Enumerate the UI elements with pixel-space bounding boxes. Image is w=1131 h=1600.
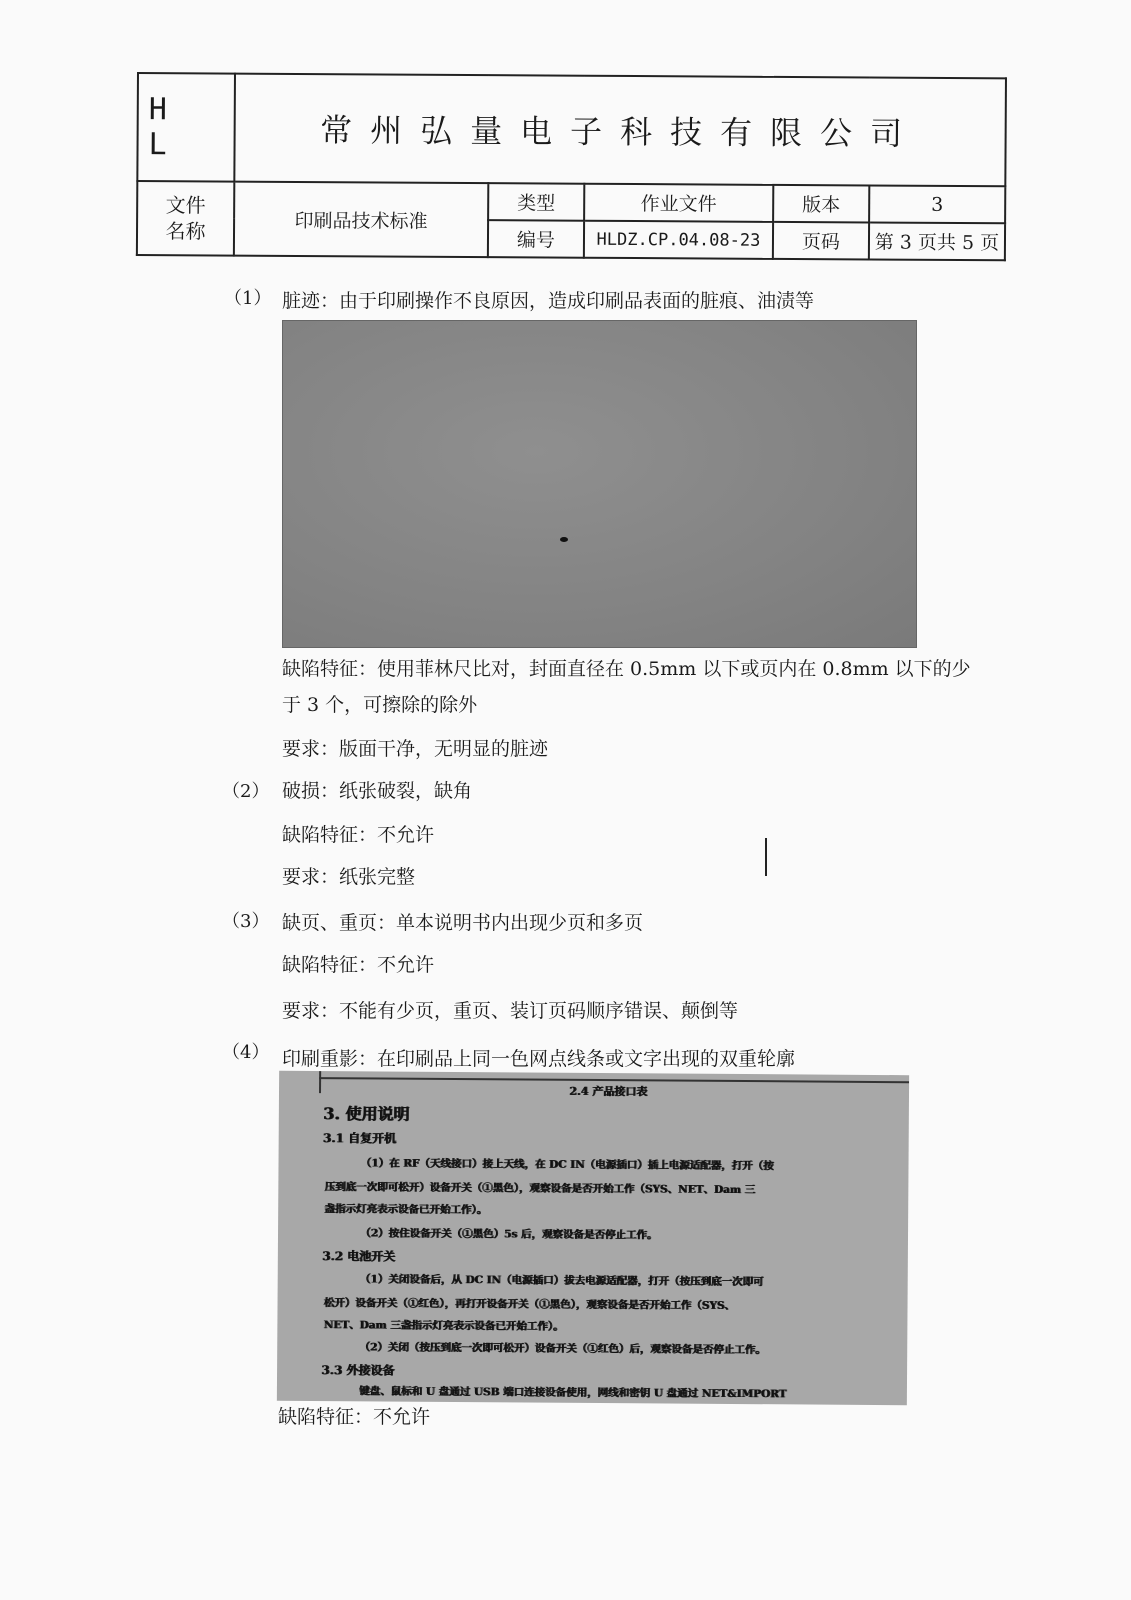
scan-mark: [765, 838, 767, 876]
sample-line: （1）关闭设备后，从 DC IN（电源插口）拔去电源适配器，打开（按压到底一次即可: [359, 1273, 764, 1289]
page-label: 页码: [773, 222, 869, 260]
page-value: 第 3 页共 5 页: [869, 222, 1005, 260]
dirt-speck: [560, 537, 568, 542]
company-logo: H L: [137, 73, 235, 182]
version-label: 版本: [773, 185, 869, 223]
company-name: 常州弘量电子科技有限公司: [234, 74, 1006, 187]
sample-line: 压到底一次即可松开）设备开关（①黑色），观察设备是否开始工作（SYS、NET、Dam 三: [324, 1181, 755, 1197]
item-number: （3）: [222, 911, 270, 932]
document-header: [136, 72, 1007, 261]
file-name-label: 文件 名称: [137, 181, 234, 256]
defect-feature: 缺陷特征：不允许: [282, 824, 435, 846]
item-title: 脏迹：由于印刷操作不良原因，造成印刷品表面的脏痕、油渍等: [282, 290, 815, 312]
sample-line: 键盘、鼠标和 U 盘通过 USB 端口连接设备使用，网线和密钥 U 盘通过 NET&IMPORT: [358, 1385, 787, 1401]
item-number: （4）: [222, 1042, 270, 1063]
requirement: 要求：版面干净，无明显的脏迹: [282, 738, 549, 760]
code-value: HLDZ.CP.04.08-23: [584, 221, 773, 259]
sample-line: （1）在 RF（天线接口）接上天线，在 DC IN（电源插口）插上电源适配器，打开（按: [360, 1157, 774, 1173]
sample-line: （2）按住设备开关（①黑色）5s 后，观察设备是否停止工作。: [359, 1227, 658, 1242]
code-label: 编号: [488, 220, 584, 258]
defect-feature: 缺陷特征：不允许: [278, 1406, 431, 1428]
item-number: （1）: [224, 288, 272, 309]
sample-heading: 2.4 产品接口表: [568, 1084, 648, 1099]
defect-feature: 缺陷特征：不允许: [282, 954, 435, 976]
item-title: 缺页、重页：单本说明书内出现少页和多页: [282, 912, 644, 934]
type-value: 作业文件: [584, 184, 773, 222]
type-label: 类型: [488, 183, 584, 221]
requirement: 要求：纸张完整: [282, 866, 416, 888]
sample-line: 松开）设备开关（①红色），再打开设备开关（①黑色），观察设备是否开始工作（SYS、: [323, 1297, 735, 1312]
defect-feature-cont: 于 3 个，可擦除的除外: [282, 694, 478, 716]
dirt-sample-photo: [282, 320, 917, 648]
sample-section: 3. 使用说明: [322, 1104, 410, 1124]
requirement: 要求：不能有少页，重页、装订页码顺序错误、颠倒等: [282, 1000, 739, 1022]
sample-line: NET、Dam 三盏指示灯亮表示设备已开始工作）。: [323, 1319, 564, 1333]
sample-line: 盏指示灯亮表示设备已开始工作）。: [324, 1203, 487, 1217]
file-name-value: 印刷品技术标准: [234, 182, 488, 258]
defect-feature: 缺陷特征：使用菲林尺比对，封面直径在 0.5mm 以下或页内在 0.8mm 以下的少: [282, 658, 971, 680]
sample-line: （2）关闭（按压到底一次即可松开）设备开关（①红色）后，观察设备是否停止工作。: [359, 1341, 766, 1357]
ghosting-sample-photo: [277, 1071, 909, 1405]
item-number: （2）: [222, 781, 270, 802]
sample-subsection: 3.1 自复开机: [322, 1131, 396, 1146]
sample-subsection: 3.3 外接设备: [321, 1363, 395, 1378]
version-value: 3: [869, 185, 1005, 223]
item-title: 印刷重影：在印刷品上同一色网点线条或文字出现的双重轮廓: [282, 1048, 796, 1070]
sample-subsection: 3.2 电池开关: [321, 1249, 395, 1264]
item-title: 破损：纸张破裂，缺角: [282, 780, 473, 802]
